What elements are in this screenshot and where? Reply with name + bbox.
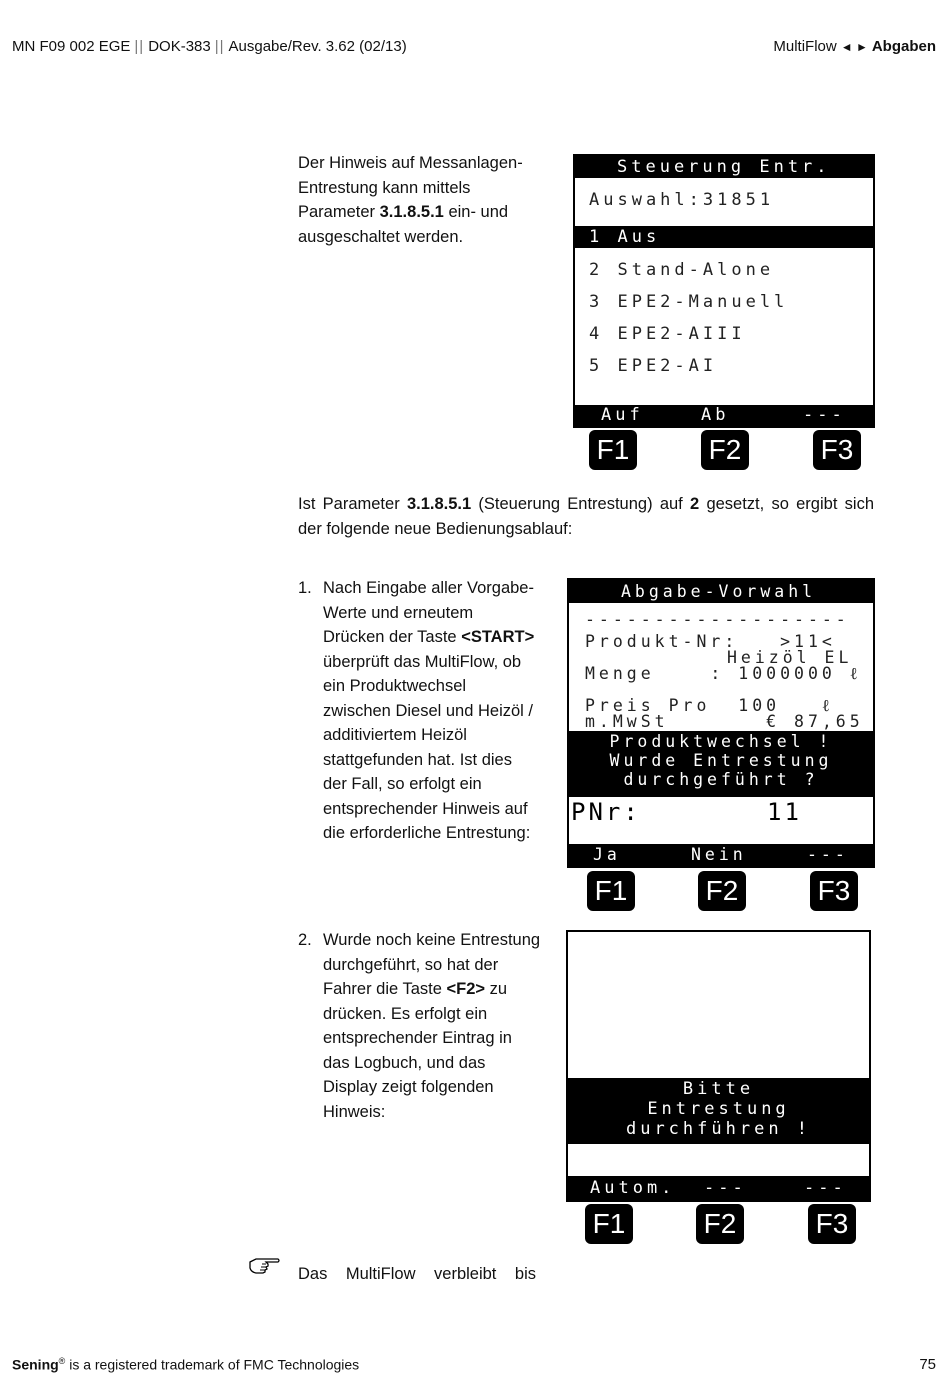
step-text: überprüft das MultiFlow, ob ein Produktwechsel zwischen Diesel und Heizöl / additiviertem Heizöl stattgefunden hat. Ist dies der Fall, so erfolgt ein entsprechender Hinweis auf die erforderliche Entrestung: [323,652,534,842]
lcd-auswahl: Auswahl:31851 [589,190,775,210]
lcd-softkey-bar [569,844,873,866]
key-name: <F2> [446,980,486,998]
lcd-message-bar [568,1078,869,1144]
step-text: Wurde noch keine Entrestung durchgeführt, so hat der Fahrer die Taste [323,931,541,998]
lcd-option: 5 EPE2-AI [589,356,718,376]
lcd-divider [575,178,873,228]
softkey-label: Ab [701,405,730,425]
pointing-hand-icon [248,1254,280,1276]
lcd-screen-abgabe-vorwahl [567,578,875,868]
nav-arrows-icon: ◄ ► [840,40,868,54]
lcd-pnr-value: 11 [767,798,802,826]
lcd-screen-bitte-entrestung [566,930,871,1202]
intro-text: ein- und ausgeschaltet werden. [298,203,509,246]
lcd-message: durchgeführt ? [623,770,819,789]
f2-key[interactable]: F2 [701,430,749,470]
f1-key[interactable]: F1 [585,1204,633,1244]
f3-key[interactable]: F3 [808,1204,856,1244]
softkey-label: --- [807,845,849,864]
lcd-screen-steuerung [573,154,875,428]
step-number: 2. [298,931,312,949]
softkey-label: --- [803,405,846,425]
param-text: gesetzt, so ergibt sich der folgende neue Bedienungsablauf: [298,495,874,538]
dok-number: DOK-383 [148,38,211,55]
f1-key[interactable]: F1 [589,430,637,470]
lcd-message: Bitte [682,1079,755,1099]
f1-key[interactable]: F1 [587,871,635,911]
page-number: 75 [919,1356,936,1373]
section-name: Abgaben [871,38,936,55]
lcd-mwst: m.MwSt € 87,65 [585,712,864,731]
lcd-menge: Menge : 1000000 ℓ [585,664,862,683]
softkey-label: Ja [593,845,621,864]
softkey-label: Nein [691,845,747,864]
lcd-option: 2 Stand-Alone [589,260,775,280]
trademark-text: is a registered trademark of FMC Technologies [65,1357,360,1373]
lcd-message-bar [569,731,873,797]
param-value: 2 [690,495,700,513]
lcd-produkt-nr: Produkt-Nr: >11< [585,632,836,651]
lcd-title: Abgabe-Vorwahl [621,582,817,601]
lcd-message: Entrestung [647,1099,790,1119]
brand-name: Sening [12,1357,59,1373]
lcd-title-bar [575,156,873,178]
lcd-pnr-label: PNr: [571,798,641,826]
lcd-selected-row [575,226,873,248]
step1-paragraph [323,576,537,846]
lcd-selected-option: 1 Aus [589,227,661,247]
softkey-label: Auf [601,405,644,425]
lcd-message: durchführen ! [625,1119,812,1139]
doc-id: MN F09 002 EGE [12,38,131,55]
lcd-option: 3 EPE2-Manuell [589,292,789,312]
header-section [773,38,936,55]
intro-paragraph [298,151,548,249]
lcd-option: 4 EPE2-AIII [589,324,746,344]
lcd-softkey-bar [575,405,873,426]
lcd-dashes: ------------------- [585,610,850,629]
f3-key[interactable]: F3 [813,430,861,470]
f2-key[interactable]: F2 [698,871,746,911]
note-text: Das MultiFlow verbleibt bis [298,1265,536,1283]
step-text: zu drücken. Es erfolgt ein entsprechender Eintrag in das Logbuch, und das Display zeigt folgenden Hinweis: [323,980,512,1121]
lcd-title: Steuerung Entr. [617,157,831,177]
lcd-softkey-bar [568,1176,869,1200]
separator: || [214,38,225,55]
product-name: MultiFlow [773,38,837,55]
key-name: <START> [461,628,535,646]
lcd-message: Produktwechsel ! [609,732,833,751]
revision: Ausgabe/Rev. 3.62 (02/13) [228,38,407,55]
f2-key[interactable]: F2 [696,1204,744,1244]
param-paragraph [298,492,874,541]
step-number: 1. [298,579,312,597]
registered-mark: ® [58,1356,66,1367]
header-doc-info [12,38,407,55]
param-text: Ist Parameter [298,495,407,513]
param-text: (Steuerung Entrestung) auf [471,495,691,513]
param-number: 3.1.8.5.1 [379,203,444,221]
lcd-preis: Preis Pro 100 ℓ [585,696,834,715]
footer-trademark [12,1356,359,1373]
softkey-label: Autom. [590,1178,676,1198]
softkey-label: --- [804,1178,847,1198]
f3-key[interactable]: F3 [810,871,858,911]
softkey-label: --- [704,1178,747,1198]
lcd-produkt-name: Heizöl EL [727,648,853,667]
step2-paragraph [323,928,541,1124]
lcd-message: Wurde Entrestung [609,751,833,770]
separator: || [134,38,145,55]
lcd-title-bar [569,580,873,603]
intro-text: Der Hinweis auf Messanlagen-Entrestung kann mittels Parameter [298,154,523,221]
step-text: Nach Eingabe aller Vorgabe-Werte und erneutem Drücken der Taste [323,579,534,646]
param-number: 3.1.8.5.1 [406,495,472,513]
